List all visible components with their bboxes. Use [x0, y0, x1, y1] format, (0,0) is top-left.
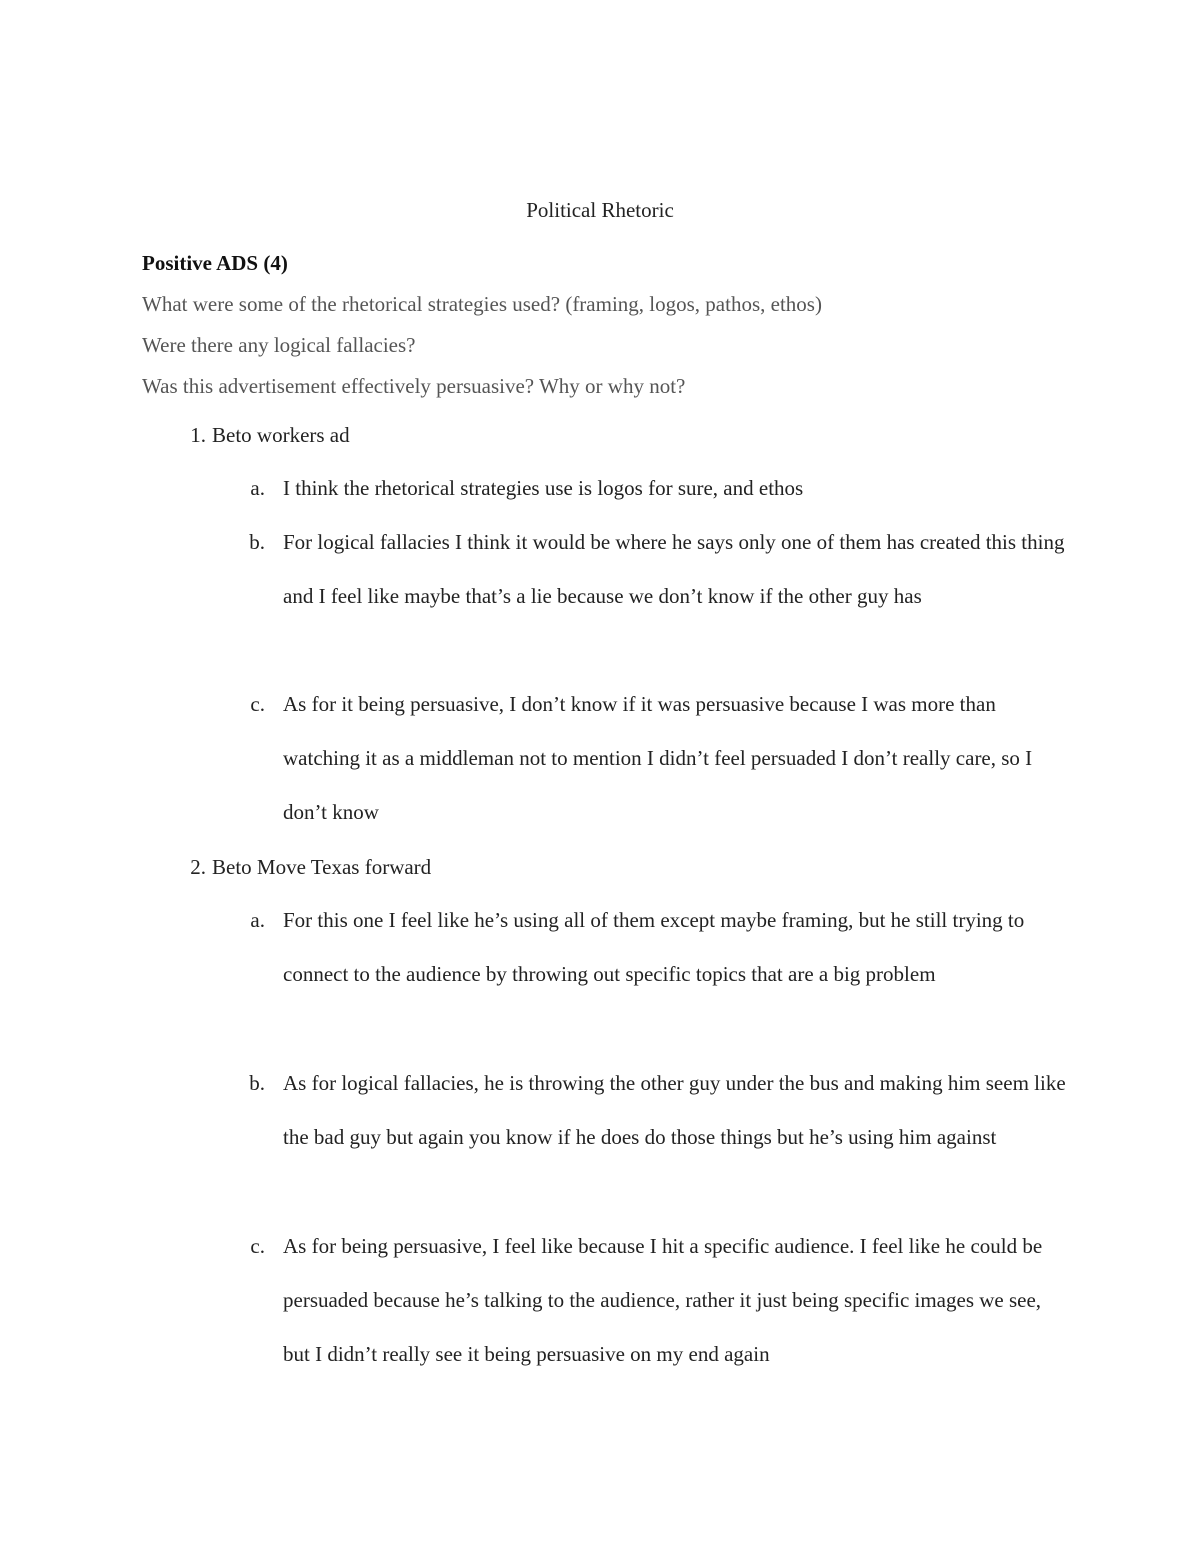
prompt-question-fallacies: Were there any logical fallacies? [142, 333, 416, 357]
answer-letter: a. [250, 476, 265, 500]
prompt-question-strategies: What were some of the rhetorical strategies used? (framing, logos, pathos, ethos) [142, 292, 822, 316]
answer-text: For logical fallacies I think it would be where he says only one of them has created this thing and I feel like maybe that’s a lie because we don’t know if the other guy has [283, 530, 1065, 608]
answer-text: I think the rhetorical strategies use is logos for sure, and ethos [283, 476, 804, 500]
answer-letter: b. [249, 530, 265, 554]
list-item-label: Beto Move Texas forward [212, 855, 432, 879]
answer-2c [250, 1219, 1073, 1381]
answer-text: As for being persuasive, I feel like because I hit a specific audience. I feel like he could be persuaded because he’s talking to the audience, rather it just being specific images we see, but I didn’t really see it being persuasive on my end again [283, 1234, 1043, 1366]
answer-1a [250, 461, 1073, 515]
list-item-label: Beto workers ad [212, 423, 350, 447]
answer-1b [249, 515, 1073, 623]
list-item-1 [190, 421, 350, 449]
document-title: Political Rhetoric [526, 198, 674, 222]
answer-1c [250, 677, 1073, 839]
answer-letter: b. [249, 1071, 265, 1095]
answer-letter: a. [250, 908, 265, 932]
section-heading: Positive ADS (4) [142, 251, 288, 275]
prompt-question-persuasive: Was this advertisement effectively persuasive? Why or why not? [142, 374, 686, 398]
answer-2b [249, 1056, 1073, 1164]
answer-letter: c. [250, 1234, 265, 1258]
answer-letter: c. [250, 692, 265, 716]
answer-text: As for it being persuasive, I don’t know if it was persuasive because I was more than watching it as a middleman not to mention I didn’t feel persuaded I don’t really care, so I don’t know [283, 692, 1033, 824]
list-item-2 [190, 853, 432, 881]
answer-text: As for logical fallacies, he is throwing the other guy under the bus and making him seem like the bad guy but again you know if he does do those things but he’s using him against [283, 1071, 1066, 1149]
list-item-number: 2. [190, 855, 206, 879]
answer-text: For this one I feel like he’s using all of them except maybe framing, but he still trying to connect to the audience by throwing out specific topics that are a big problem [283, 908, 1025, 986]
answer-2a [250, 893, 1073, 1001]
list-item-number: 1. [190, 423, 206, 447]
